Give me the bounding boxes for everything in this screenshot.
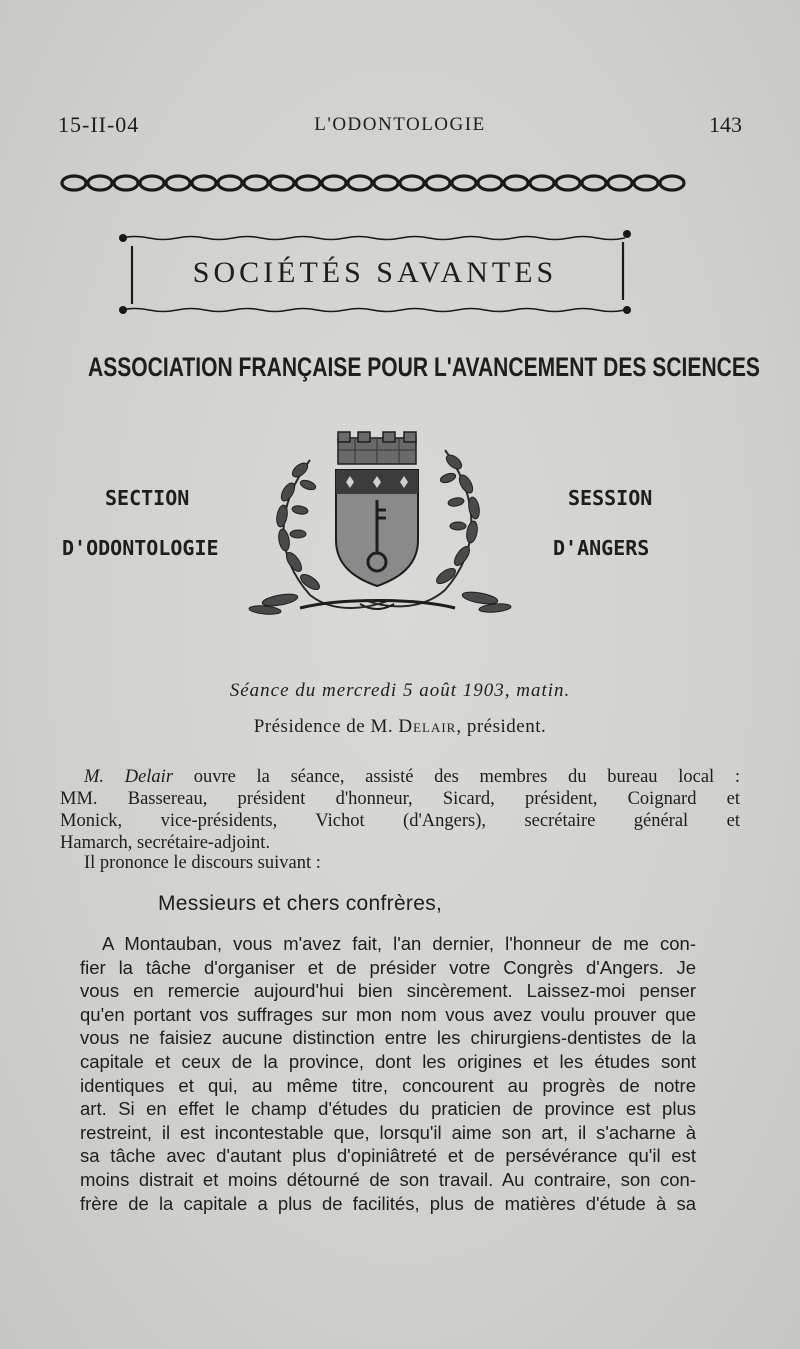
speech-line: qu'en portant vos suffrages sur mon nom vous avez voulu prouver que: [80, 1003, 696, 1025]
presidence-prefix: Présidence de M.: [253, 716, 399, 737]
pronounce-line: Il prononce le discours suivant :: [84, 853, 321, 873]
section-label-line2: D'ODONTOLOGIE: [62, 536, 219, 560]
speech-line: A Montauban, vous m'avez fait, l'an dernier, l'honneur de me con-: [102, 933, 696, 954]
presidence-line: [0, 716, 800, 738]
speech-body: [80, 932, 696, 1215]
running-head: [0, 112, 800, 142]
session-label-line2: D'ANGERS: [553, 536, 650, 560]
presidence-suffix: , président.: [456, 716, 547, 737]
opening-line-1-text: ouvre la séance, assisté des membres du bureau local :: [173, 767, 740, 787]
association-heading: ASSOCIATION FRANÇAISE POUR L'AVANCEMENT DES SCIENCES: [88, 352, 760, 382]
seance-line: Séance du mercredi 5 août 1903, matin.: [229, 680, 571, 701]
session-label-line1: SESSION: [568, 486, 653, 510]
speech-line: vous ne faisiez aucune distinction entre les chirurgiens-dentistes de la: [80, 1027, 696, 1049]
speaker-name: M. Delair: [84, 767, 174, 787]
opening-paragraph: [60, 766, 740, 854]
angers-coat-of-arms-icon: [240, 430, 515, 645]
page-number: 143: [709, 112, 742, 137]
speech-line: vous en remercie aujourd'hui bien sincèrement. Laissez-moi penser: [80, 980, 696, 1002]
speech-line: restreint, il est incontestable que, lorsqu'il aime son art, il s'acharne à: [80, 1121, 696, 1143]
opening-line-4: Hamarch, secrétaire-adjoint.: [60, 833, 271, 853]
speech-line: frère de la capitale a plus de facilités, plus de matières d'étude à sa: [80, 1192, 696, 1214]
section-banner: [115, 228, 635, 318]
speech-line: art. Si en effet le champ d'études du praticien de province est plus: [80, 1098, 696, 1120]
opening-line-1: [60, 766, 740, 788]
speech-line: fier la tâche d'organiser et de présider votre Congrès d'Angers. Je: [80, 956, 696, 978]
salutation: Messieurs et chers confrères,: [158, 892, 443, 915]
issue-date: 15-II-04: [58, 112, 140, 137]
chain-ornament: [60, 172, 690, 194]
speech-line: moins distrait et moins détourné de son travail. Au contraire, son con-: [80, 1168, 696, 1190]
journal-title: L'ODONTOLOGIE: [314, 114, 486, 135]
president-name: Delair: [398, 716, 457, 737]
opening-line-3: Monick, vice-présidents, Vichot (d'Angers), secrétaire général et: [60, 811, 740, 831]
speech-line: sa tâche avec d'autant plus d'opiniâtreté et de persévérance qu'il est: [80, 1145, 696, 1167]
speech-line: identiques et qui, au même titre, concourent au progrès de notre: [80, 1074, 696, 1096]
speech-line: capitale et ceux de la province, dont les origines et les études sont: [80, 1050, 696, 1072]
section-label-line1: SECTION: [105, 486, 190, 510]
banner-title: SOCIÉTÉS SAVANTES: [192, 256, 558, 289]
opening-line-2: MM. Bassereau, président d'honneur, Sicard, président, Coignard et: [60, 789, 740, 809]
